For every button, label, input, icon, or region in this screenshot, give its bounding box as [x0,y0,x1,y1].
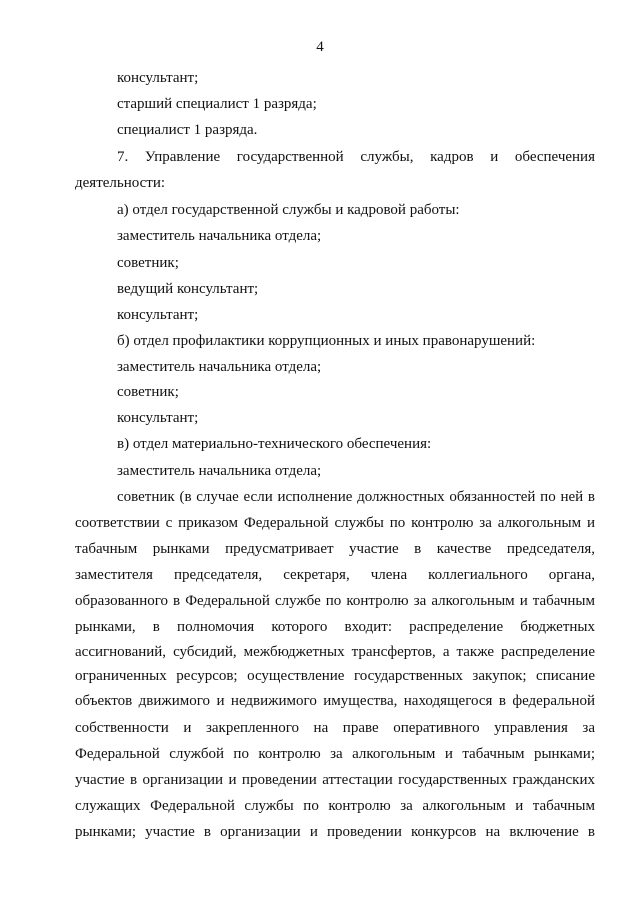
paragraph-line: ограниченных ресурсов; осуществление государственных закупок; списание [75,668,595,684]
paragraph-line: собственности и закрепленного на праве оперативного управления за [75,720,595,736]
subsection-heading: а) отдел государственной службы и кадровой работы: [117,202,460,218]
text-line: специалист 1 разряда. [117,122,258,138]
text-line: заместитель начальника отдела; [117,463,322,479]
text-line: консультант; [117,410,199,426]
paragraph-line: служащих Федеральной службы по контролю за алкогольным и табачным [75,798,595,814]
paragraph-line: объектов движимого и недвижимого имущества, находящегося в федеральной [75,693,595,709]
paragraph-line: табачным рынками предусматривает участие в качестве председателя, [75,541,595,557]
text-line: советник; [117,384,179,400]
paragraph-line: ассигнований, субсидий, межбюджетных трансфертов, а также распределение [75,644,595,660]
text-line: заместитель начальника отдела; [117,228,322,244]
text-line: советник; [117,255,179,271]
paragraph-line: рынками, в полномочия которого входит: распределение бюджетных [75,619,595,635]
text-line: деятельности: [75,175,166,191]
page-number: 4 [316,39,324,55]
paragraph-line: советник (в случае если исполнение должностных обязанностей по ней в [117,489,595,505]
paragraph-line: рынками; участие в организации и проведении конкурсов на включение в [75,824,595,840]
paragraph-line: заместителя председателя, секретаря, члена коллегиального органа, [75,567,595,583]
paragraph-line: образованного в Федеральной службе по контролю за алкогольным и табачным [75,593,595,609]
subsection-heading: в) отдел материально-технического обеспечения: [117,436,432,452]
text-line: старший специалист 1 разряда; [117,96,317,112]
text-line: заместитель начальника отдела; [117,359,322,375]
paragraph-line: соответствии с приказом Федеральной службы по контролю за алкогольным и [75,515,595,531]
paragraph-line: участие в организации и проведении аттестации государственных гражданских [75,772,595,788]
section-heading-line: 7. Управление государственной службы, кадров и обеспечения [117,149,595,165]
text-line: консультант; [117,70,199,86]
subsection-heading: б) отдел профилактики коррупционных и иных правонарушений: [117,333,536,349]
text-line: консультант; [117,307,199,323]
paragraph-line: Федеральной службой по контролю за алкогольным и табачным рынками; [75,746,595,762]
text-line: ведущий консультант; [117,281,259,297]
